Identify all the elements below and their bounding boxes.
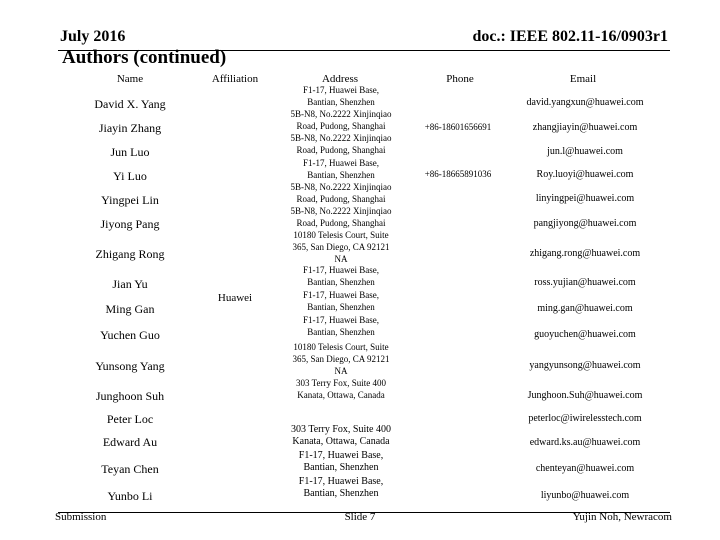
address-line: 365, San Diego, CA 92121 — [292, 354, 390, 364]
address-line: F1-17, Huawei Base, — [303, 265, 379, 275]
address-line: F1-17, Huawei Base, — [298, 450, 384, 461]
author-name: Yi Luo — [113, 169, 147, 183]
author-email: david.yangxun@huawei.com — [526, 97, 644, 108]
address-line: Bantian, Shenzhen — [307, 170, 375, 180]
address-line: Bantian, Shenzhen — [307, 302, 375, 312]
address-line: F1-17, Huawei Base, — [298, 476, 384, 487]
author-name: Yunsong Yang — [95, 359, 165, 373]
column-header-phone: Phone — [446, 73, 474, 85]
author-name: Peter Loc — [106, 412, 154, 426]
author-address — [275, 289, 407, 313]
header-date: July 2016 — [60, 28, 126, 45]
page-title: Authors (continued) — [62, 47, 227, 68]
address-line: F1-17, Huawei Base, — [303, 158, 379, 168]
author-name: Jiayin Zhang — [98, 121, 162, 135]
author-name: Yunbo Li — [107, 489, 153, 503]
author-name: Teyan Chen — [101, 462, 159, 476]
author-name: Junghoon Suh — [95, 389, 165, 403]
address-line: NA — [334, 254, 348, 264]
author-name: Yuchen Guo — [100, 328, 160, 342]
author-email: ross.yujian@huawei.com — [534, 277, 636, 288]
author-name: Jian Yu — [112, 277, 148, 291]
author-name: Yingpei Lin — [101, 193, 159, 207]
author-name: Jun Luo — [110, 145, 150, 159]
author-address — [275, 108, 407, 132]
address-line: Road, Pudong, Shanghai — [296, 145, 386, 155]
footer-submission: Submission — [55, 511, 107, 523]
author-email: yangyunsong@huawei.com — [529, 360, 641, 371]
author-name: Ming Gan — [105, 302, 155, 316]
author-address — [275, 205, 407, 229]
author-name: Zhigang Rong — [95, 247, 165, 261]
address-line: 365, San Diego, CA 92121 — [292, 242, 390, 252]
address-line: Bantian, Shenzhen — [303, 462, 379, 473]
address-line: F1-17, Huawei Base, — [303, 85, 379, 95]
author-name: Edward Au — [102, 435, 158, 449]
author-email: pangjiyong@huawei.com — [533, 218, 637, 229]
author-email: liyunbo@huawei.com — [540, 490, 630, 501]
address-line: Bantian, Shenzhen — [303, 488, 379, 499]
author-address — [275, 264, 407, 288]
author-email: zhigang.rong@huawei.com — [529, 248, 641, 259]
address-line: F1-17, Huawei Base, — [303, 315, 379, 325]
author-email: peterloc@iwirelesstech.com — [528, 413, 642, 424]
column-header-affiliation: Affiliation — [211, 73, 259, 85]
column-header-email: Email — [569, 73, 597, 85]
address-line: 5B-N8, No.2222 Xinjinqiao — [290, 109, 392, 119]
author-phone: +86-18601656691 — [424, 122, 492, 132]
author-address — [275, 476, 407, 500]
author-email: chenteyan@huawei.com — [535, 463, 635, 474]
address-line: Bantian, Shenzhen — [307, 97, 375, 107]
author-name: Jiyong Pang — [100, 217, 160, 231]
author-email: ming.gan@huawei.com — [537, 303, 633, 314]
author-address — [275, 181, 407, 205]
address-line: Kanata, Ottawa, Canada — [297, 390, 385, 400]
address-line: 10180 Telesis Court, Suite — [293, 342, 389, 352]
address-line: Road, Pudong, Shanghai — [296, 194, 386, 204]
address-line: 5B-N8, No.2222 Xinjinqiao — [290, 206, 392, 216]
author-address — [275, 229, 407, 265]
author-address — [275, 314, 407, 338]
address-line: 10180 Telesis Court, Suite — [293, 230, 389, 240]
author-email: Roy.luoyi@huawei.com — [536, 169, 634, 180]
author-email: edward.ks.au@huawei.com — [529, 437, 641, 448]
author-email: Junghoon.Suh@huawei.com — [527, 390, 643, 401]
author-name: David X. Yang — [94, 97, 166, 111]
header-doc-id: doc.: IEEE 802.11-16/0903r1 — [472, 28, 668, 45]
footer-slide-number: Slide 7 — [344, 511, 376, 523]
author-email: guoyuchen@huawei.com — [534, 329, 636, 340]
author-address — [275, 450, 407, 474]
address-line: Road, Pudong, Shanghai — [296, 121, 386, 131]
address-line: 303 Terry Fox, Suite 400 — [291, 424, 391, 435]
author-address — [275, 157, 407, 181]
column-header-address: Address — [321, 73, 359, 85]
author-address — [275, 132, 407, 156]
column-header-name: Name — [116, 73, 144, 85]
address-line: 303 Terry Fox, Suite 400 — [296, 378, 386, 388]
address-line: 5B-N8, No.2222 Xinjinqiao — [290, 182, 392, 192]
author-address — [275, 84, 407, 108]
address-line: NA — [334, 366, 348, 376]
author-email: linyingpei@huawei.com — [535, 193, 635, 204]
footer-author: Yujin Noh, Newracom — [572, 511, 672, 523]
address-line: Bantian, Shenzhen — [307, 327, 375, 337]
address-line: Kanata, Ottawa, Canada — [292, 436, 390, 447]
author-phone: +86-18665891036 — [424, 169, 492, 179]
address-line: Road, Pudong, Shanghai — [296, 218, 386, 228]
author-address — [275, 341, 407, 377]
author-address — [275, 424, 407, 448]
address-line: F1-17, Huawei Base, — [303, 290, 379, 300]
author-address — [275, 377, 407, 401]
address-line: Bantian, Shenzhen — [307, 277, 375, 287]
author-email: zhangjiayin@huawei.com — [532, 122, 638, 133]
affiliation-value: Huawei — [217, 292, 253, 304]
address-line: 5B-N8, No.2222 Xinjinqiao — [290, 133, 392, 143]
author-email: jun.l@huawei.com — [547, 146, 623, 157]
